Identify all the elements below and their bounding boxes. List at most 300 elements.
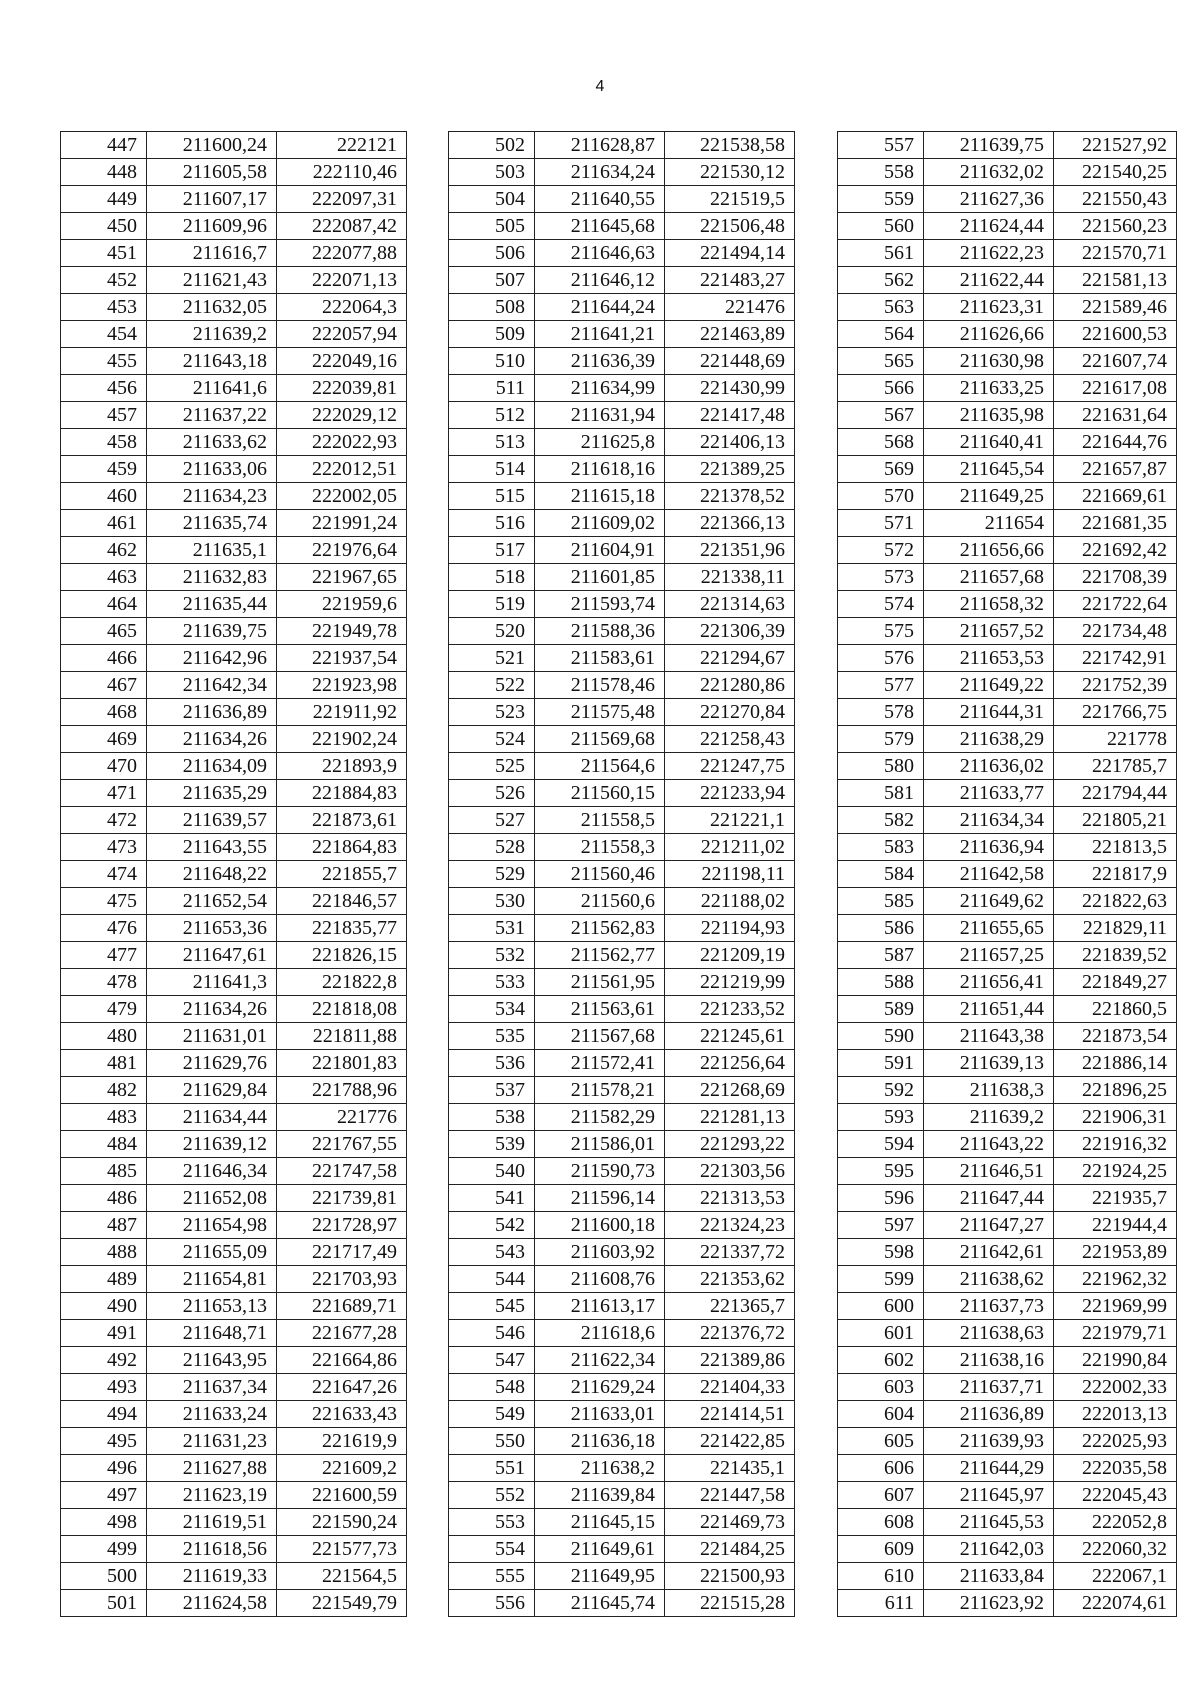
point-number-cell: 525	[449, 753, 535, 780]
point-number-cell: 536	[449, 1050, 535, 1077]
table-row	[449, 1509, 795, 1536]
x-coordinate-cell: 211649,62	[924, 888, 1054, 915]
y-coordinate-cell: 222097,31	[277, 186, 407, 213]
y-coordinate-cell: 221609,2	[277, 1455, 407, 1482]
x-coordinate-cell: 211639,57	[147, 807, 277, 834]
table-row	[449, 1266, 795, 1293]
point-number-cell: 547	[449, 1347, 535, 1374]
point-number-cell: 479	[61, 996, 147, 1023]
y-coordinate-cell: 221822,8	[277, 969, 407, 996]
table-row	[449, 1482, 795, 1509]
point-number-cell: 529	[449, 861, 535, 888]
point-number-cell: 545	[449, 1293, 535, 1320]
point-number-cell: 552	[449, 1482, 535, 1509]
y-coordinate-cell: 221979,71	[1054, 1320, 1177, 1347]
x-coordinate-cell: 211633,01	[535, 1401, 665, 1428]
table-row	[61, 1239, 407, 1266]
table-row	[838, 483, 1177, 510]
y-coordinate-cell: 221494,14	[665, 240, 795, 267]
y-coordinate-cell: 221294,67	[665, 645, 795, 672]
point-number-cell: 570	[838, 483, 924, 510]
y-coordinate-cell: 221916,32	[1054, 1131, 1177, 1158]
x-coordinate-cell: 211600,18	[535, 1212, 665, 1239]
x-coordinate-cell: 211634,26	[147, 996, 277, 1023]
point-number-cell: 573	[838, 564, 924, 591]
point-number-cell: 535	[449, 1023, 535, 1050]
x-coordinate-cell: 211645,15	[535, 1509, 665, 1536]
point-number-cell: 492	[61, 1347, 147, 1374]
table-row	[838, 1023, 1177, 1050]
point-number-cell: 524	[449, 726, 535, 753]
table-row	[449, 132, 795, 159]
table-row	[449, 1320, 795, 1347]
point-number-cell: 464	[61, 591, 147, 618]
y-coordinate-cell: 221540,25	[1054, 159, 1177, 186]
table-row	[449, 699, 795, 726]
x-coordinate-cell: 211578,46	[535, 672, 665, 699]
x-coordinate-cell: 211635,74	[147, 510, 277, 537]
point-number-cell: 505	[449, 213, 535, 240]
y-coordinate-cell: 221677,28	[277, 1320, 407, 1347]
x-coordinate-cell: 211636,94	[924, 834, 1054, 861]
table-row	[61, 1563, 407, 1590]
x-coordinate-cell: 211618,16	[535, 456, 665, 483]
point-number-cell: 592	[838, 1077, 924, 1104]
table-row	[449, 780, 795, 807]
table-row	[449, 1455, 795, 1482]
y-coordinate-cell: 221500,93	[665, 1563, 795, 1590]
y-coordinate-cell: 221846,57	[277, 888, 407, 915]
table-row	[449, 1293, 795, 1320]
table-row	[61, 1212, 407, 1239]
x-coordinate-cell: 211572,41	[535, 1050, 665, 1077]
table-row	[61, 915, 407, 942]
x-coordinate-cell: 211645,53	[924, 1509, 1054, 1536]
table-row	[838, 456, 1177, 483]
point-number-cell: 455	[61, 348, 147, 375]
y-coordinate-cell: 221314,63	[665, 591, 795, 618]
point-number-cell: 466	[61, 645, 147, 672]
point-number-cell: 585	[838, 888, 924, 915]
x-coordinate-cell: 211642,96	[147, 645, 277, 672]
y-coordinate-cell: 221194,93	[665, 915, 795, 942]
table-row	[61, 510, 407, 537]
table-row	[838, 915, 1177, 942]
y-coordinate-cell: 221631,64	[1054, 402, 1177, 429]
point-number-cell: 572	[838, 537, 924, 564]
point-number-cell: 500	[61, 1563, 147, 1590]
y-coordinate-cell: 221306,39	[665, 618, 795, 645]
table-row	[449, 510, 795, 537]
x-coordinate-cell: 211609,96	[147, 213, 277, 240]
y-coordinate-cell: 221600,53	[1054, 321, 1177, 348]
y-coordinate-cell: 221703,93	[277, 1266, 407, 1293]
table-row	[838, 1131, 1177, 1158]
table-row	[838, 564, 1177, 591]
point-number-cell: 530	[449, 888, 535, 915]
x-coordinate-cell: 211634,99	[535, 375, 665, 402]
table-row	[449, 672, 795, 699]
y-coordinate-cell: 221351,96	[665, 537, 795, 564]
table-row	[838, 510, 1177, 537]
point-number-cell: 544	[449, 1266, 535, 1293]
point-number-cell: 515	[449, 483, 535, 510]
table-row	[61, 159, 407, 186]
y-coordinate-cell: 221560,23	[1054, 213, 1177, 240]
x-coordinate-cell: 211635,1	[147, 537, 277, 564]
x-coordinate-cell: 211637,71	[924, 1374, 1054, 1401]
y-coordinate-cell: 221463,89	[665, 321, 795, 348]
y-coordinate-cell: 221657,87	[1054, 456, 1177, 483]
x-coordinate-cell: 211626,66	[924, 321, 1054, 348]
y-coordinate-cell: 221633,43	[277, 1401, 407, 1428]
point-number-cell: 513	[449, 429, 535, 456]
y-coordinate-cell: 221414,51	[665, 1401, 795, 1428]
y-coordinate-cell: 221818,08	[277, 996, 407, 1023]
point-number-cell: 567	[838, 402, 924, 429]
table-row	[61, 1374, 407, 1401]
y-coordinate-cell: 221270,84	[665, 699, 795, 726]
y-coordinate-cell: 221549,79	[277, 1590, 407, 1617]
point-number-cell: 454	[61, 321, 147, 348]
y-coordinate-cell: 221990,84	[1054, 1347, 1177, 1374]
x-coordinate-cell: 211654	[924, 510, 1054, 537]
y-coordinate-cell: 221233,94	[665, 780, 795, 807]
table-row	[838, 348, 1177, 375]
table-row	[838, 1185, 1177, 1212]
table-row	[838, 1158, 1177, 1185]
table-row	[449, 348, 795, 375]
y-coordinate-cell: 221739,81	[277, 1185, 407, 1212]
table-row	[838, 726, 1177, 753]
point-number-cell: 486	[61, 1185, 147, 1212]
y-coordinate-cell: 221476	[665, 294, 795, 321]
y-coordinate-cell: 221896,25	[1054, 1077, 1177, 1104]
table-row	[838, 1239, 1177, 1266]
table-row	[449, 456, 795, 483]
x-coordinate-cell: 211638,2	[535, 1455, 665, 1482]
y-coordinate-cell: 221906,31	[1054, 1104, 1177, 1131]
x-coordinate-cell: 211645,74	[535, 1590, 665, 1617]
table-row	[838, 996, 1177, 1023]
point-number-cell: 565	[838, 348, 924, 375]
table-row	[61, 1347, 407, 1374]
y-coordinate-cell: 221811,88	[277, 1023, 407, 1050]
point-number-cell: 553	[449, 1509, 535, 1536]
table-row	[61, 942, 407, 969]
y-coordinate-cell: 221417,48	[665, 402, 795, 429]
table-row	[61, 267, 407, 294]
x-coordinate-cell: 211618,56	[147, 1536, 277, 1563]
point-number-cell: 587	[838, 942, 924, 969]
y-coordinate-cell: 221864,83	[277, 834, 407, 861]
y-coordinate-cell: 221886,14	[1054, 1050, 1177, 1077]
x-coordinate-cell: 211627,88	[147, 1455, 277, 1482]
table-row	[838, 1428, 1177, 1455]
x-coordinate-cell: 211639,75	[147, 618, 277, 645]
table-row	[449, 1347, 795, 1374]
point-number-cell: 448	[61, 159, 147, 186]
table-row	[61, 1428, 407, 1455]
point-number-cell: 559	[838, 186, 924, 213]
point-number-cell: 609	[838, 1536, 924, 1563]
table-row	[838, 591, 1177, 618]
x-coordinate-cell: 211638,63	[924, 1320, 1054, 1347]
y-coordinate-cell: 221448,69	[665, 348, 795, 375]
x-coordinate-cell: 211578,21	[535, 1077, 665, 1104]
y-coordinate-cell: 221313,53	[665, 1185, 795, 1212]
x-coordinate-cell: 211563,61	[535, 996, 665, 1023]
x-coordinate-cell: 211631,94	[535, 402, 665, 429]
y-coordinate-cell: 221911,92	[277, 699, 407, 726]
table-row	[838, 807, 1177, 834]
point-number-cell: 528	[449, 834, 535, 861]
coordinate-table	[448, 131, 795, 1617]
x-coordinate-cell: 211644,29	[924, 1455, 1054, 1482]
x-coordinate-cell: 211622,44	[924, 267, 1054, 294]
y-coordinate-cell: 221430,99	[665, 375, 795, 402]
y-coordinate-cell: 221617,08	[1054, 375, 1177, 402]
x-coordinate-cell: 211622,34	[535, 1347, 665, 1374]
table-row	[838, 1374, 1177, 1401]
table-row	[838, 159, 1177, 186]
table-row	[838, 1104, 1177, 1131]
y-coordinate-cell: 221835,77	[277, 915, 407, 942]
x-coordinate-cell: 211629,76	[147, 1050, 277, 1077]
y-coordinate-cell: 221389,25	[665, 456, 795, 483]
table-row	[449, 996, 795, 1023]
point-number-cell: 569	[838, 456, 924, 483]
x-coordinate-cell: 211644,24	[535, 294, 665, 321]
point-number-cell: 579	[838, 726, 924, 753]
y-coordinate-cell: 222035,58	[1054, 1455, 1177, 1482]
y-coordinate-cell: 221689,71	[277, 1293, 407, 1320]
y-coordinate-cell: 221664,86	[277, 1347, 407, 1374]
table-row	[838, 321, 1177, 348]
point-number-cell: 488	[61, 1239, 147, 1266]
point-number-cell: 510	[449, 348, 535, 375]
x-coordinate-cell: 211653,53	[924, 645, 1054, 672]
x-coordinate-cell: 211633,06	[147, 456, 277, 483]
y-coordinate-cell: 221788,96	[277, 1077, 407, 1104]
y-coordinate-cell: 222002,05	[277, 483, 407, 510]
point-number-cell: 470	[61, 753, 147, 780]
table-row	[838, 1320, 1177, 1347]
point-number-cell: 600	[838, 1293, 924, 1320]
table-row	[838, 375, 1177, 402]
x-coordinate-cell: 211635,98	[924, 402, 1054, 429]
x-coordinate-cell: 211655,09	[147, 1239, 277, 1266]
point-number-cell: 520	[449, 618, 535, 645]
table-row	[449, 834, 795, 861]
x-coordinate-cell: 211567,68	[535, 1023, 665, 1050]
point-number-cell: 590	[838, 1023, 924, 1050]
x-coordinate-cell: 211632,05	[147, 294, 277, 321]
table-row	[838, 267, 1177, 294]
point-number-cell: 580	[838, 753, 924, 780]
table-row	[61, 888, 407, 915]
point-number-cell: 471	[61, 780, 147, 807]
table-row	[838, 645, 1177, 672]
y-coordinate-cell: 221376,72	[665, 1320, 795, 1347]
table-row	[61, 1104, 407, 1131]
x-coordinate-cell: 211623,31	[924, 294, 1054, 321]
y-coordinate-cell: 221953,89	[1054, 1239, 1177, 1266]
point-number-cell: 507	[449, 267, 535, 294]
table-row	[61, 1455, 407, 1482]
point-number-cell: 508	[449, 294, 535, 321]
point-number-cell: 483	[61, 1104, 147, 1131]
x-coordinate-cell: 211638,62	[924, 1266, 1054, 1293]
y-coordinate-cell: 221607,74	[1054, 348, 1177, 375]
x-coordinate-cell: 211641,21	[535, 321, 665, 348]
coordinate-table	[837, 131, 1177, 1617]
table-row	[61, 1266, 407, 1293]
table-row	[838, 672, 1177, 699]
x-coordinate-cell: 211649,25	[924, 483, 1054, 510]
point-number-cell: 473	[61, 834, 147, 861]
y-coordinate-cell: 221338,11	[665, 564, 795, 591]
point-number-cell: 512	[449, 402, 535, 429]
point-number-cell: 523	[449, 699, 535, 726]
point-number-cell: 452	[61, 267, 147, 294]
x-coordinate-cell: 211638,29	[924, 726, 1054, 753]
point-number-cell: 480	[61, 1023, 147, 1050]
y-coordinate-cell: 221515,28	[665, 1590, 795, 1617]
x-coordinate-cell: 211636,02	[924, 753, 1054, 780]
y-coordinate-cell: 221778	[1054, 726, 1177, 753]
y-coordinate-cell: 221527,92	[1054, 132, 1177, 159]
point-number-cell: 542	[449, 1212, 535, 1239]
y-coordinate-cell: 222002,33	[1054, 1374, 1177, 1401]
y-coordinate-cell: 221976,64	[277, 537, 407, 564]
point-number-cell: 451	[61, 240, 147, 267]
x-coordinate-cell: 211646,12	[535, 267, 665, 294]
point-number-cell: 604	[838, 1401, 924, 1428]
x-coordinate-cell: 211634,26	[147, 726, 277, 753]
table-row	[838, 753, 1177, 780]
y-coordinate-cell: 222057,94	[277, 321, 407, 348]
point-number-cell: 463	[61, 564, 147, 591]
point-number-cell: 462	[61, 537, 147, 564]
x-coordinate-cell: 211638,16	[924, 1347, 1054, 1374]
table-row	[838, 402, 1177, 429]
table-row	[61, 1023, 407, 1050]
table-row	[61, 348, 407, 375]
table-row	[449, 294, 795, 321]
x-coordinate-cell: 211630,98	[924, 348, 1054, 375]
y-coordinate-cell: 222064,3	[277, 294, 407, 321]
point-number-cell: 504	[449, 186, 535, 213]
y-coordinate-cell: 221280,86	[665, 672, 795, 699]
table-row	[61, 213, 407, 240]
x-coordinate-cell: 211648,22	[147, 861, 277, 888]
x-coordinate-cell: 211562,77	[535, 942, 665, 969]
y-coordinate-cell: 221619,9	[277, 1428, 407, 1455]
x-coordinate-cell: 211637,34	[147, 1374, 277, 1401]
point-number-cell: 514	[449, 456, 535, 483]
table-row	[61, 375, 407, 402]
point-number-cell: 517	[449, 537, 535, 564]
coordinate-table	[60, 131, 407, 1617]
y-coordinate-cell: 222074,61	[1054, 1590, 1177, 1617]
table-row	[449, 240, 795, 267]
y-coordinate-cell: 221794,44	[1054, 780, 1177, 807]
y-coordinate-cell: 221293,22	[665, 1131, 795, 1158]
point-number-cell: 506	[449, 240, 535, 267]
y-coordinate-cell: 221281,13	[665, 1104, 795, 1131]
y-coordinate-cell: 221644,76	[1054, 429, 1177, 456]
point-number-cell: 460	[61, 483, 147, 510]
point-number-cell: 551	[449, 1455, 535, 1482]
y-coordinate-cell: 221209,19	[665, 942, 795, 969]
x-coordinate-cell: 211622,23	[924, 240, 1054, 267]
y-coordinate-cell: 221538,58	[665, 132, 795, 159]
table-row	[61, 807, 407, 834]
y-coordinate-cell: 221923,98	[277, 672, 407, 699]
y-coordinate-cell: 221826,15	[277, 942, 407, 969]
x-coordinate-cell: 211575,48	[535, 699, 665, 726]
point-number-cell: 576	[838, 645, 924, 672]
y-coordinate-cell: 222025,93	[1054, 1428, 1177, 1455]
table-row	[449, 645, 795, 672]
x-coordinate-cell: 211643,55	[147, 834, 277, 861]
table-row	[838, 834, 1177, 861]
y-coordinate-cell: 221221,1	[665, 807, 795, 834]
x-coordinate-cell: 211636,89	[924, 1401, 1054, 1428]
point-number-cell: 497	[61, 1482, 147, 1509]
table-row	[61, 591, 407, 618]
point-number-cell: 519	[449, 591, 535, 618]
y-coordinate-cell: 221801,83	[277, 1050, 407, 1077]
y-coordinate-cell: 221600,59	[277, 1482, 407, 1509]
x-coordinate-cell: 211627,36	[924, 186, 1054, 213]
x-coordinate-cell: 211654,81	[147, 1266, 277, 1293]
table-row	[61, 753, 407, 780]
x-coordinate-cell: 211647,27	[924, 1212, 1054, 1239]
table-row	[449, 1536, 795, 1563]
x-coordinate-cell: 211649,61	[535, 1536, 665, 1563]
point-number-cell: 568	[838, 429, 924, 456]
y-coordinate-cell: 221256,64	[665, 1050, 795, 1077]
table-row	[61, 321, 407, 348]
point-number-cell: 468	[61, 699, 147, 726]
point-number-cell: 516	[449, 510, 535, 537]
y-coordinate-cell: 221924,25	[1054, 1158, 1177, 1185]
table-row	[61, 1320, 407, 1347]
point-number-cell: 543	[449, 1239, 535, 1266]
x-coordinate-cell: 211621,43	[147, 267, 277, 294]
table-row	[449, 1023, 795, 1050]
x-coordinate-cell: 211636,18	[535, 1428, 665, 1455]
y-coordinate-cell: 221324,23	[665, 1212, 795, 1239]
table-row	[838, 942, 1177, 969]
x-coordinate-cell: 211628,87	[535, 132, 665, 159]
point-number-cell: 509	[449, 321, 535, 348]
table-row	[61, 1077, 407, 1104]
x-coordinate-cell: 211637,73	[924, 1293, 1054, 1320]
table-row	[61, 240, 407, 267]
point-number-cell: 501	[61, 1590, 147, 1617]
point-number-cell: 599	[838, 1266, 924, 1293]
y-coordinate-cell: 221967,65	[277, 564, 407, 591]
table-row	[449, 618, 795, 645]
point-number-cell: 578	[838, 699, 924, 726]
table-row	[838, 1293, 1177, 1320]
table-row	[61, 186, 407, 213]
point-number-cell: 498	[61, 1509, 147, 1536]
x-coordinate-cell: 211600,24	[147, 132, 277, 159]
